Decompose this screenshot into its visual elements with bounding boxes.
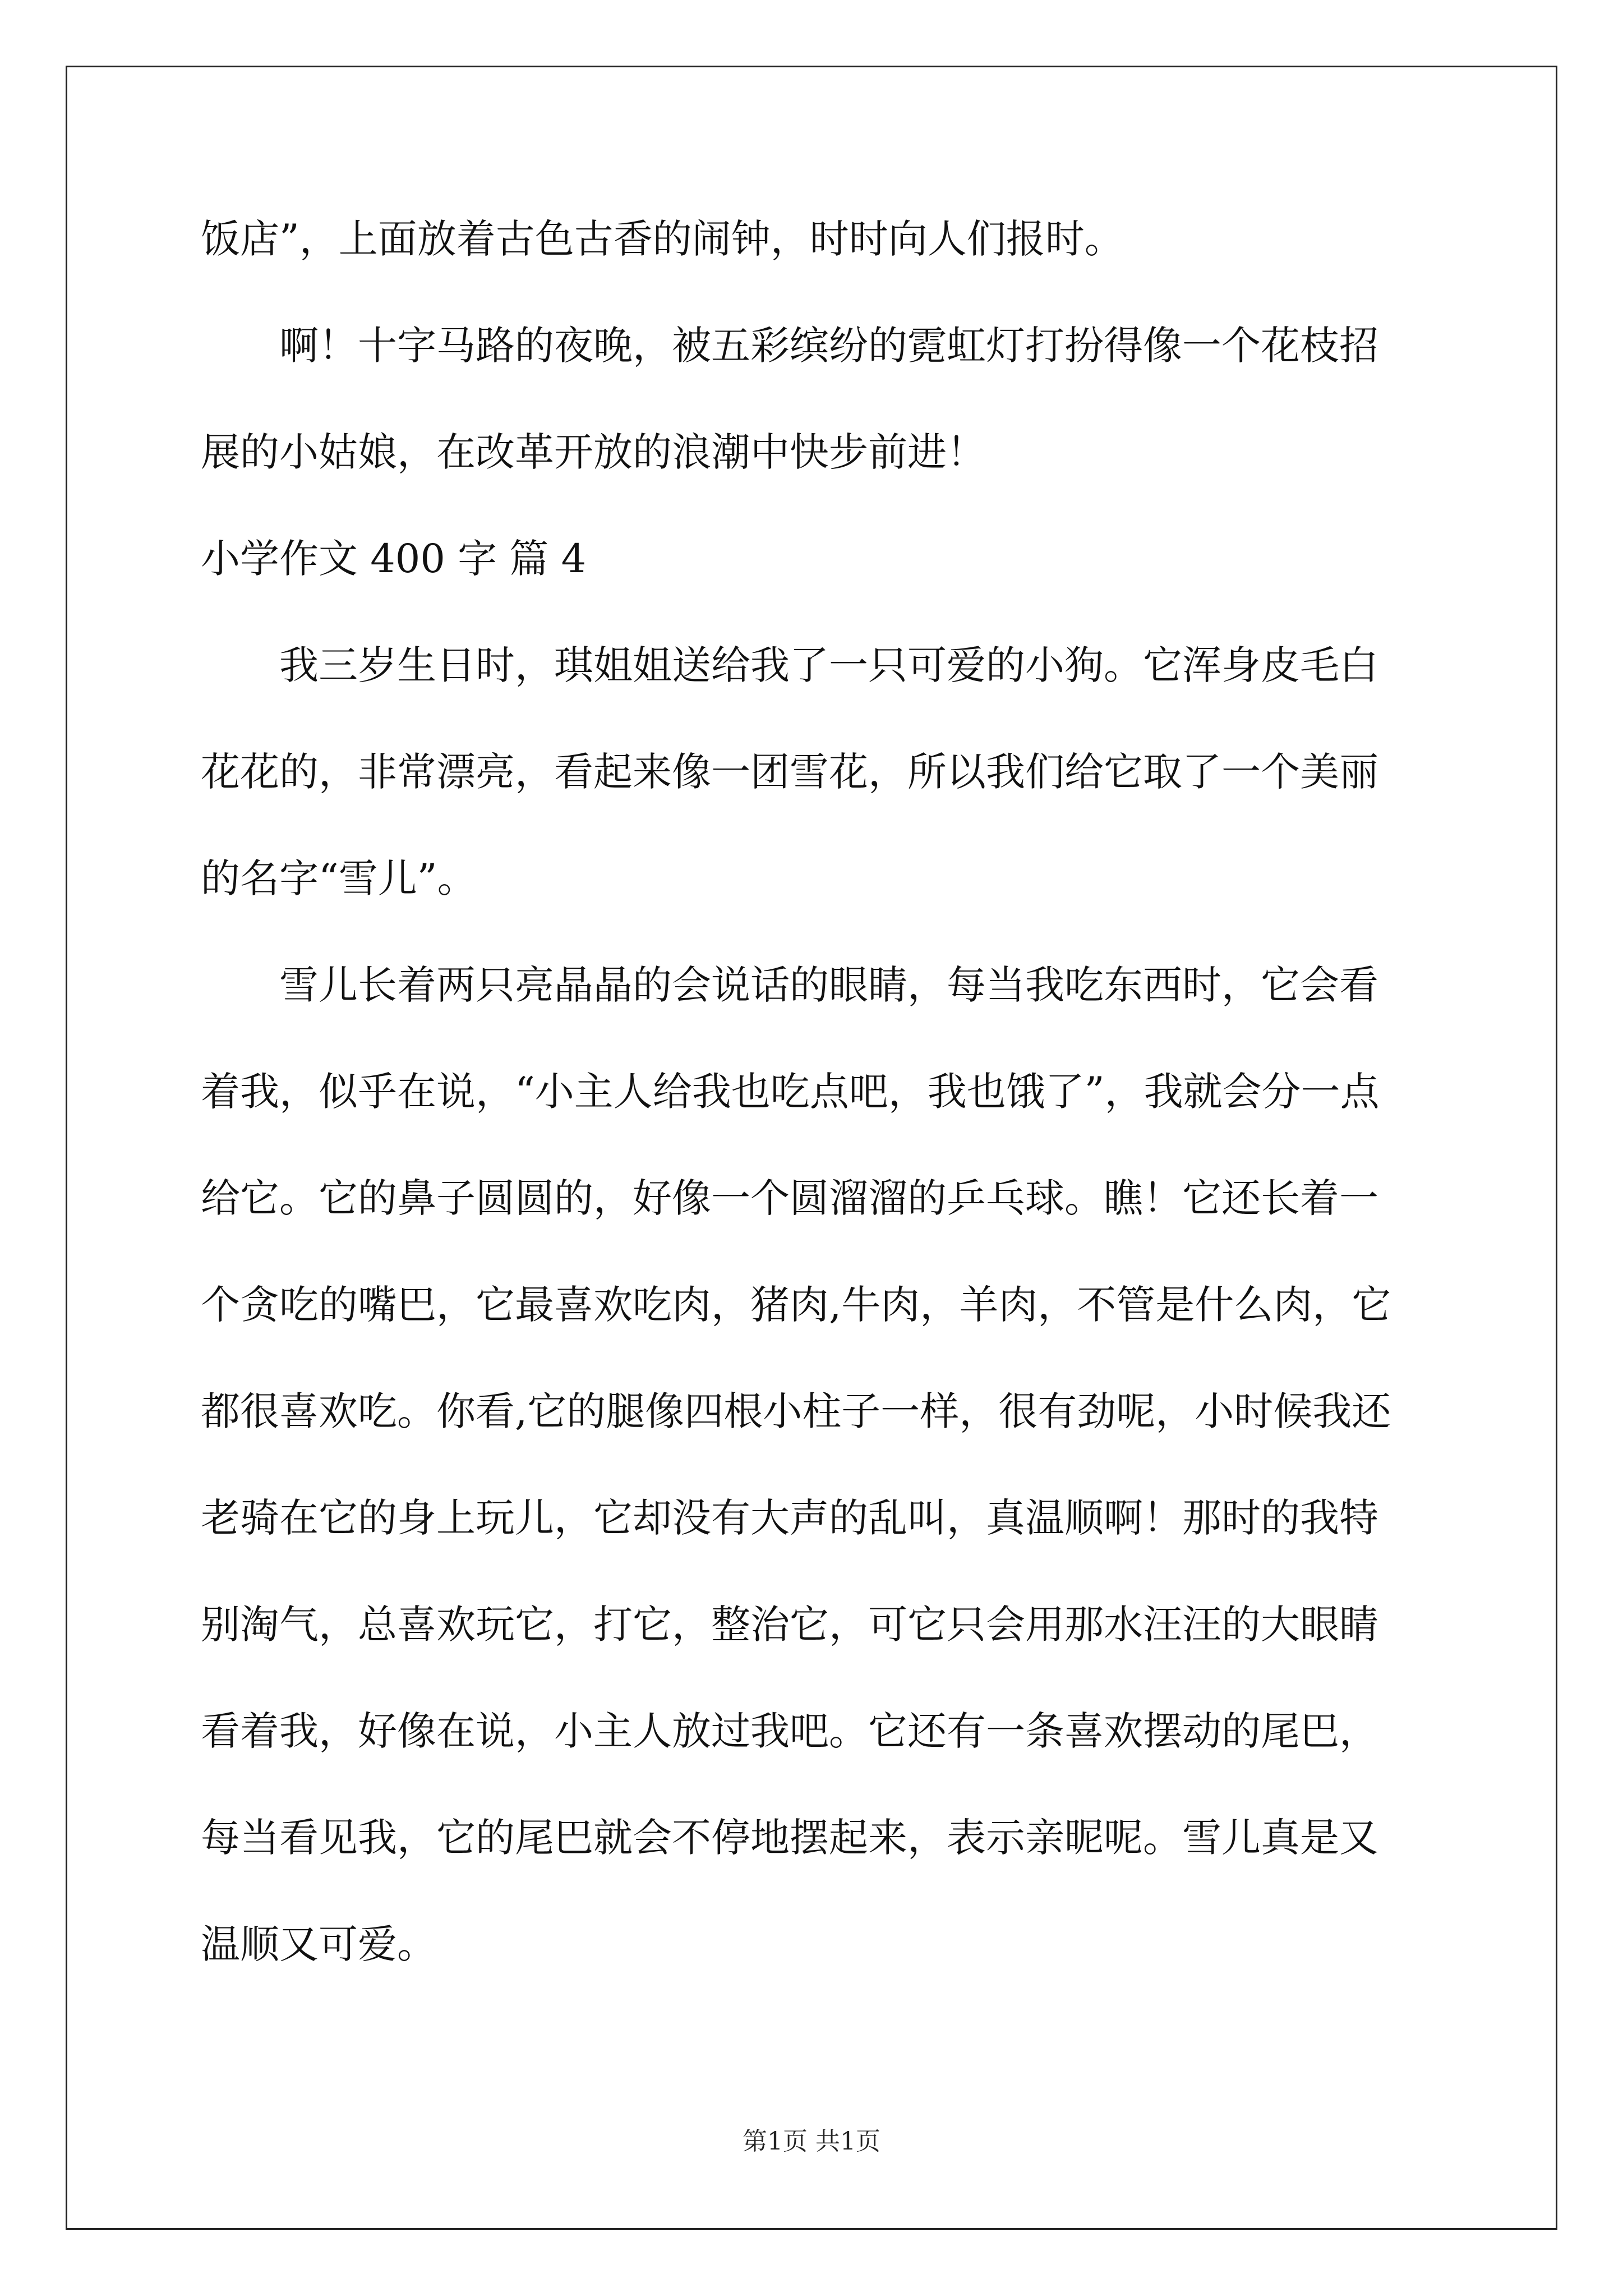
text-line: 饭店”，上面放着古色古香的闹钟，时时向人们报时。 bbox=[201, 216, 1124, 262]
text-line: 雪儿长着两只亮晶晶的会说话的眼睛，每当我吃东西时，它会看 bbox=[201, 962, 1378, 1008]
text-line: 啊！十字马路的夜晚，被五彩缤纷的霓虹灯打扮得像一个花枝招 bbox=[201, 323, 1378, 369]
text-line: 的名字“雪儿”。 bbox=[201, 855, 477, 901]
text-line: 展的小姑娘，在改革开放的浪潮中快步前进！ bbox=[201, 429, 986, 475]
section-heading: 小学作文 400 字 篇 4 bbox=[201, 536, 587, 582]
text-line: 都很喜欢吃。你看,它的腿像四根小柱子一样，很有劲呢，小时候我还 bbox=[201, 1388, 1391, 1434]
text-line: 花花的，非常漂亮，看起来像一团雪花，所以我们给它取了一个美丽 bbox=[201, 749, 1378, 795]
text-line: 个贪吃的嘴巴，它最喜欢吃肉，猪肉,牛肉，羊肉，不管是什么肉，它 bbox=[201, 1282, 1391, 1328]
text-line: 别淘气，总喜欢玩它，打它，整治它，可它只会用那水汪汪的大眼睛 bbox=[201, 1602, 1378, 1648]
page-border bbox=[66, 66, 1557, 2230]
text-line: 温顺又可爱。 bbox=[201, 1921, 436, 1967]
text-line: 我三岁生日时，琪姐姐送给我了一只可爱的小狗。它浑身皮毛白 bbox=[201, 642, 1378, 688]
text-line: 给它。它的鼻子圆圆的，好像一个圆溜溜的乒乓球。瞧！它还长着一 bbox=[201, 1175, 1378, 1221]
page-number-footer: 第1页 共1页 bbox=[743, 2127, 880, 2156]
text-line: 着我，似乎在说，“小主人给我也吃点吧，我也饿了”，我就会分一点 bbox=[201, 1069, 1380, 1115]
text-line: 老骑在它的身上玩儿，它却没有大声的乱叫，真温顺啊！那时的我特 bbox=[201, 1495, 1378, 1541]
text-line: 看着我，好像在说，小主人放过我吧。它还有一条喜欢摆动的尾巴， bbox=[201, 1708, 1378, 1754]
text-line: 每当看见我，它的尾巴就会不停地摆起来，表示亲昵呢。雪儿真是又 bbox=[201, 1815, 1378, 1861]
